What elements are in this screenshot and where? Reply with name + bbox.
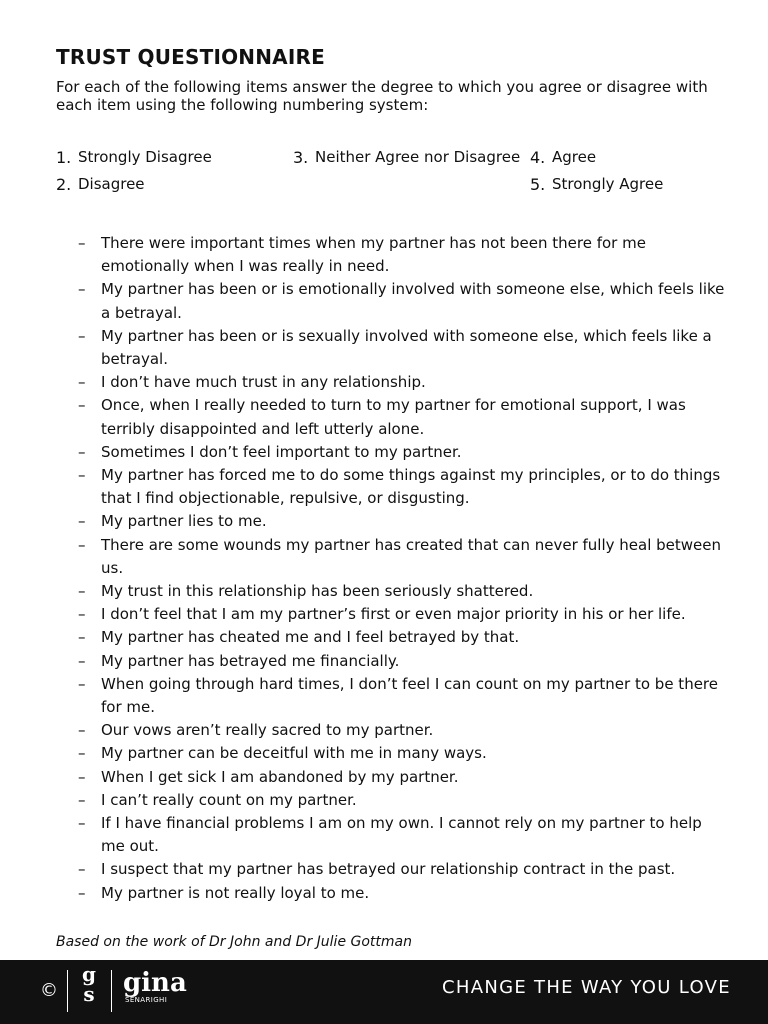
- dash-bullet: –: [78, 535, 86, 554]
- item-text: My trust in this relationship has been seriously shattered.: [101, 582, 534, 601]
- item-text: Our vows aren’t really sacred to my partner.: [101, 721, 434, 740]
- dash-bullet: –: [78, 790, 86, 809]
- questionnaire-item: [78, 371, 728, 394]
- scale-column-2: [293, 148, 523, 175]
- item-text: I don’t feel that I am my partner’s first or even major priority in his or her life.: [101, 605, 686, 624]
- item-text: I can’t really count on my partner.: [101, 790, 357, 809]
- scale-number: 3.: [293, 148, 309, 167]
- scale-label: Strongly Agree: [552, 175, 664, 193]
- copyright-icon: ©: [40, 980, 58, 1001]
- item-text: Sometimes I don’t feel important to my partner.: [101, 442, 462, 461]
- item-text: When I get sick I am abandoned by my partner.: [101, 767, 459, 786]
- dash-bullet: –: [78, 582, 86, 601]
- questionnaire-item: [78, 882, 728, 905]
- item-text: My partner can be deceitful with me in many ways.: [101, 744, 487, 763]
- questionnaire-item: [78, 534, 728, 580]
- questionnaire-item: [78, 510, 728, 533]
- questionnaire-items: [78, 232, 728, 905]
- dash-bullet: –: [78, 674, 86, 693]
- scale-label: Disagree: [78, 175, 145, 193]
- gs-monogram-logo: [78, 964, 100, 1004]
- item-text: There are some wounds my partner has created that can never fully heal between us.: [101, 535, 722, 577]
- questionnaire-item: [78, 580, 728, 603]
- dash-bullet: –: [78, 628, 86, 647]
- dash-bullet: –: [78, 466, 86, 485]
- dash-bullet: –: [78, 442, 86, 461]
- scale-number: 5.: [530, 175, 546, 194]
- dash-bullet: –: [78, 396, 86, 415]
- scale-item: [293, 148, 523, 167]
- dash-bullet: –: [78, 326, 86, 345]
- attribution-credit: Based on the work of Dr John and Dr Julie Gottman: [56, 934, 412, 950]
- scale-column-3: [530, 148, 730, 202]
- scale-item: [56, 148, 286, 167]
- item-text: My partner has been or is emotionally involved with someone else, which feels like a betrayal.: [101, 280, 725, 322]
- item-text: If I have financial problems I am on my own. I cannot rely on my partner to help me out.: [101, 814, 702, 856]
- dash-bullet: –: [78, 883, 86, 902]
- scale-item: [530, 148, 730, 167]
- dash-bullet: –: [78, 605, 86, 624]
- dash-bullet: –: [78, 373, 86, 392]
- dash-bullet: –: [78, 651, 86, 670]
- dash-bullet: –: [78, 860, 86, 879]
- questionnaire-item: [78, 766, 728, 789]
- scale-item: [56, 175, 286, 194]
- item-text: My partner is not really loyal to me.: [101, 883, 370, 902]
- footer-divider: [67, 970, 68, 1012]
- logo-letter-s: s: [83, 982, 95, 1006]
- scale-number: 1.: [56, 148, 72, 167]
- footer-divider: [111, 970, 112, 1012]
- questionnaire-item: [78, 858, 728, 881]
- questionnaire-item: [78, 650, 728, 673]
- questionnaire-item: [78, 278, 728, 324]
- questionnaire-item: [78, 603, 728, 626]
- item-text: My partner has cheated me and I feel betrayed by that.: [101, 628, 520, 647]
- questionnaire-item: [78, 394, 728, 440]
- questionnaire-item: [78, 789, 728, 812]
- scale-item: [530, 175, 730, 194]
- item-text: My partner has betrayed me financially.: [101, 651, 400, 670]
- questionnaire-item: [78, 464, 728, 510]
- scale-number: 2.: [56, 175, 72, 194]
- dash-bullet: –: [78, 721, 86, 740]
- page-title: TRUST QUESTIONNAIRE: [56, 45, 325, 69]
- questionnaire-item: [78, 812, 728, 858]
- scale-column-1: [56, 148, 286, 202]
- questionnaire-item: [78, 673, 728, 719]
- logo-letter-g: g: [82, 962, 96, 986]
- item-text: I don’t have much trust in any relationship.: [101, 373, 426, 392]
- intro-text: For each of the following items answer the degree to which you agree or disagree with each item using the following numbering system:: [56, 78, 708, 114]
- scale-label: Neither Agree nor Disagree: [315, 148, 521, 166]
- dash-bullet: –: [78, 280, 86, 299]
- item-text: My partner has forced me to do some things against my principles, or to do things that I find objectionable, repulsive, or disgusting.: [101, 466, 721, 508]
- footer-bar: [0, 960, 768, 1024]
- scale-label: Strongly Disagree: [78, 148, 212, 166]
- scale-label: Agree: [552, 148, 597, 166]
- footer-tagline: CHANGE THE WAY YOU LOVE: [442, 977, 731, 998]
- dash-bullet: –: [78, 814, 86, 833]
- item-text: My partner lies to me.: [101, 512, 267, 531]
- brand-name: gina: [123, 968, 187, 998]
- questionnaire-item: [78, 719, 728, 742]
- item-text: When going through hard times, I don’t feel I can count on my partner to be there for me.: [101, 674, 718, 717]
- item-text: There were important times when my partner has not been there for me emotionally when I was really in need.: [101, 234, 646, 276]
- scale-number: 4.: [530, 148, 546, 167]
- dash-bullet: –: [78, 767, 86, 786]
- dash-bullet: –: [78, 234, 86, 252]
- item-text: I suspect that my partner has betrayed our relationship contract in the past.: [101, 860, 676, 879]
- brand-subname: SENARIGHI: [125, 996, 168, 1004]
- item-text: My partner has been or is sexually involved with someone else, which feels like a betrayal.: [101, 326, 712, 369]
- questionnaire-item: [78, 325, 728, 371]
- questionnaire-item: [78, 232, 728, 278]
- questionnaire-item: [78, 742, 728, 765]
- questionnaire-item: [78, 441, 728, 464]
- questionnaire-item: [78, 626, 728, 649]
- dash-bullet: –: [78, 512, 86, 531]
- dash-bullet: –: [78, 744, 86, 763]
- item-text: Once, when I really needed to turn to my partner for emotional support, I was terribly disappointed and left utterly alone.: [101, 396, 686, 438]
